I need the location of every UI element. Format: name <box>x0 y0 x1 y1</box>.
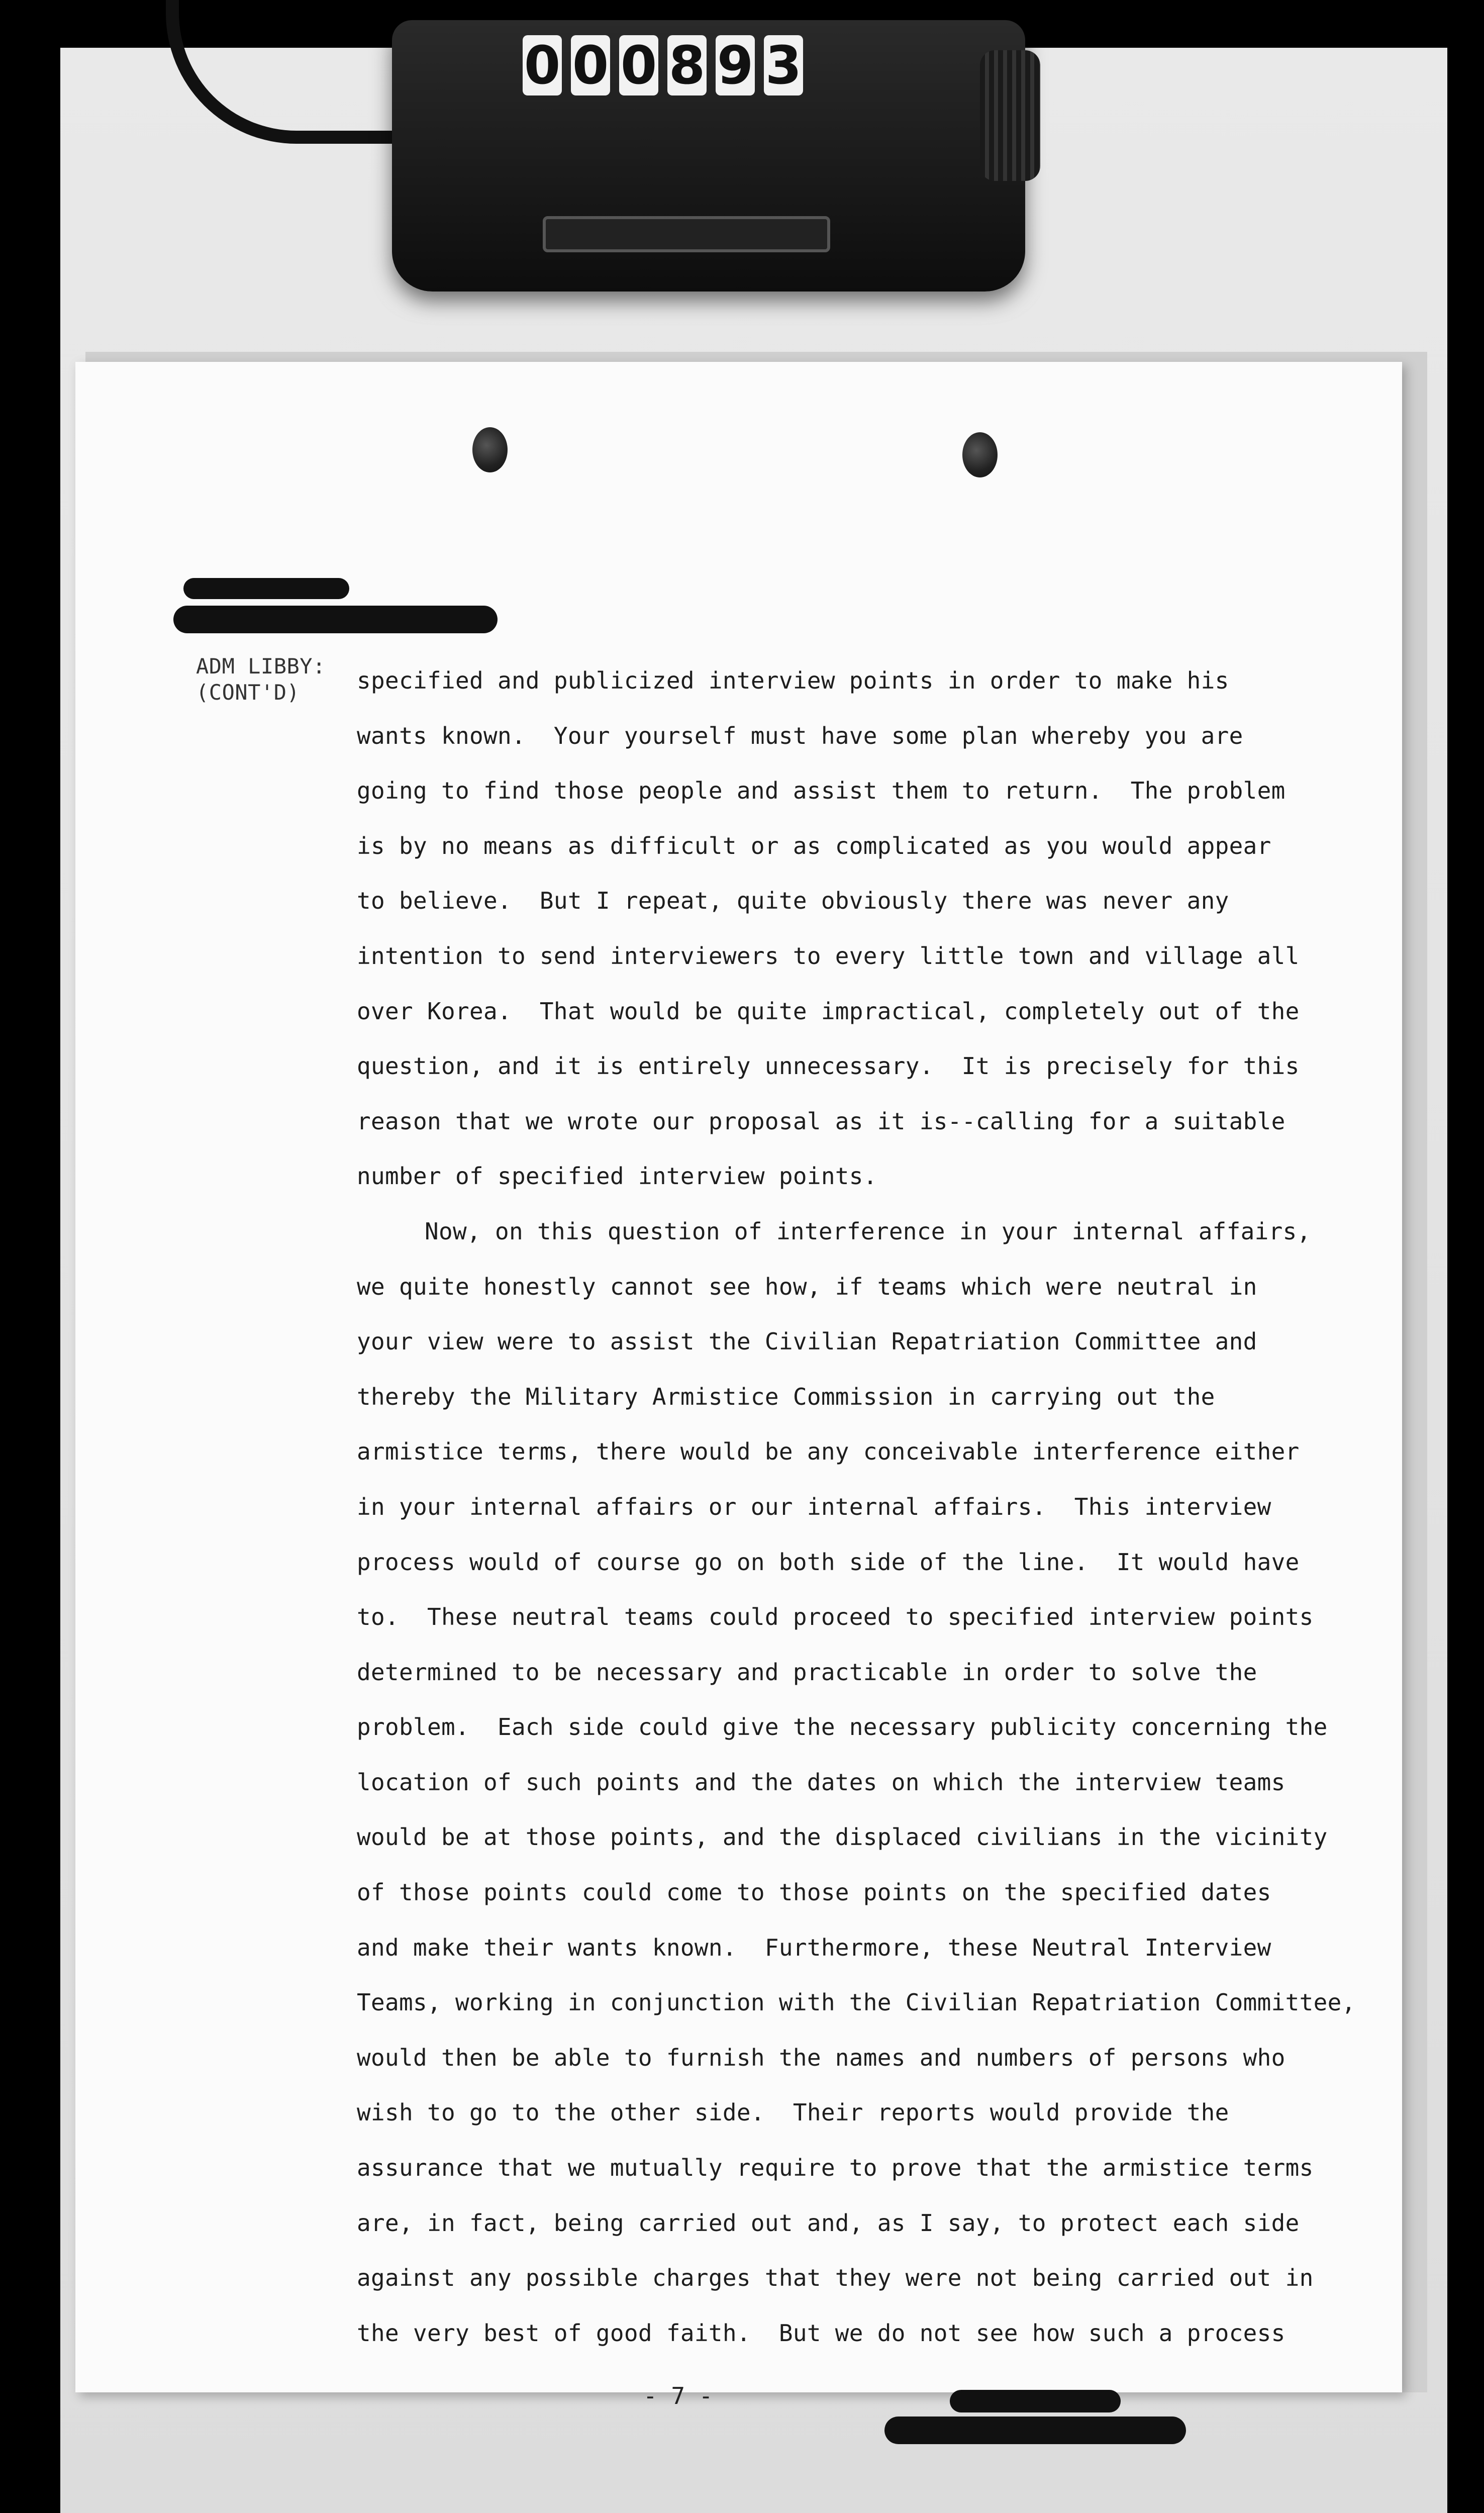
redaction-mark-bottom-2 <box>884 2417 1186 2444</box>
counter-digit: 9 <box>716 35 755 95</box>
text-line: Now, on this question of interference in your internal affairs, <box>425 1217 1311 1245</box>
text-line: intention to send interviewers to every little town and village all <box>357 942 1300 970</box>
speaker-label: ADM LIBBY: (CONT'D) <box>196 654 326 705</box>
document-body <box>357 653 1356 2361</box>
redaction-mark-top-2 <box>173 606 498 633</box>
punch-hole-left <box>472 427 508 472</box>
text-line: assurance that we mutually require to prove that the armistice terms <box>357 2154 1314 2182</box>
text-line: to believe. But I repeat, quite obviously there was never any <box>357 887 1229 915</box>
counter-digit: 3 <box>764 35 803 95</box>
counter-digit: 8 <box>667 35 707 95</box>
text-line: the very best of good faith. But we do not see how such a process <box>357 2319 1285 2347</box>
text-line: reason that we wrote our proposal as it is--calling for a suitable <box>357 1107 1285 1135</box>
redaction-mark-bottom-1 <box>950 2390 1121 2412</box>
text-line: going to find those people and assist them to return. The problem <box>357 777 1285 805</box>
text-line: over Korea. That would be quite impractical, completely out of the <box>357 997 1300 1025</box>
text-line: question, and it is entirely unnecessary. It is precisely for this <box>357 1052 1300 1080</box>
counter-digit: 0 <box>619 35 658 95</box>
text-line: in your internal affairs or our internal affairs. This interview <box>357 1493 1271 1520</box>
text-line: wants known. Your yourself must have some plan whereby you are <box>357 722 1243 749</box>
text-line: we quite honestly cannot see how, if teams which were neutral in <box>357 1273 1257 1300</box>
text-line: wish to go to the other side. Their reports would provide the <box>357 2099 1229 2127</box>
punch-hole-right <box>962 432 998 477</box>
text-line: determined to be necessary and practicable in order to solve the <box>357 1658 1257 1686</box>
counter-knob <box>980 50 1040 181</box>
text-line: would be at those points, and the displaced civilians in the vicinity <box>357 1823 1328 1851</box>
text-line: would then be able to furnish the names and numbers of persons who <box>357 2044 1285 2071</box>
page-number: - 7 - <box>643 2382 713 2409</box>
text-line: number of specified interview points. <box>357 1163 877 1190</box>
text-line: to. These neutral teams could proceed to specified interview points <box>357 1603 1314 1631</box>
text-line: are, in fact, being carried out and, as I say, to protect each side <box>357 2209 1300 2237</box>
counter-nameplate <box>543 216 830 252</box>
text-line: specified and publicized interview points in order to make his <box>357 667 1229 694</box>
text-line: is by no means as difficult or as complicated as you would appear <box>357 832 1271 859</box>
frame-counter-digits <box>523 35 803 101</box>
redaction-mark-top-1 <box>183 578 349 599</box>
text-line: and make their wants known. Furthermore, these Neutral Interview <box>357 1934 1271 1961</box>
text-line: thereby the Military Armistice Commission in carrying out the <box>357 1383 1215 1410</box>
text-line: Teams, working in conjunction with the Civilian Repatriation Committee, <box>357 1989 1356 2016</box>
text-line: against any possible charges that they were not being carried out in <box>357 2264 1314 2292</box>
counter-digit: 0 <box>523 35 562 95</box>
text-line: of those points could come to those points on the specified dates <box>357 1879 1271 1906</box>
text-line: problem. Each side could give the necessary publicity concerning the <box>357 1713 1328 1741</box>
text-line: location of such points and the dates on which the interview teams <box>357 1768 1285 1796</box>
text-line: your view were to assist the Civilian Repatriation Committee and <box>357 1328 1257 1356</box>
text-line: armistice terms, there would be any conceivable interference either <box>357 1438 1300 1466</box>
counter-digit: 0 <box>571 35 610 95</box>
text-line: process would of course go on both side of the line. It would have <box>357 1548 1300 1576</box>
